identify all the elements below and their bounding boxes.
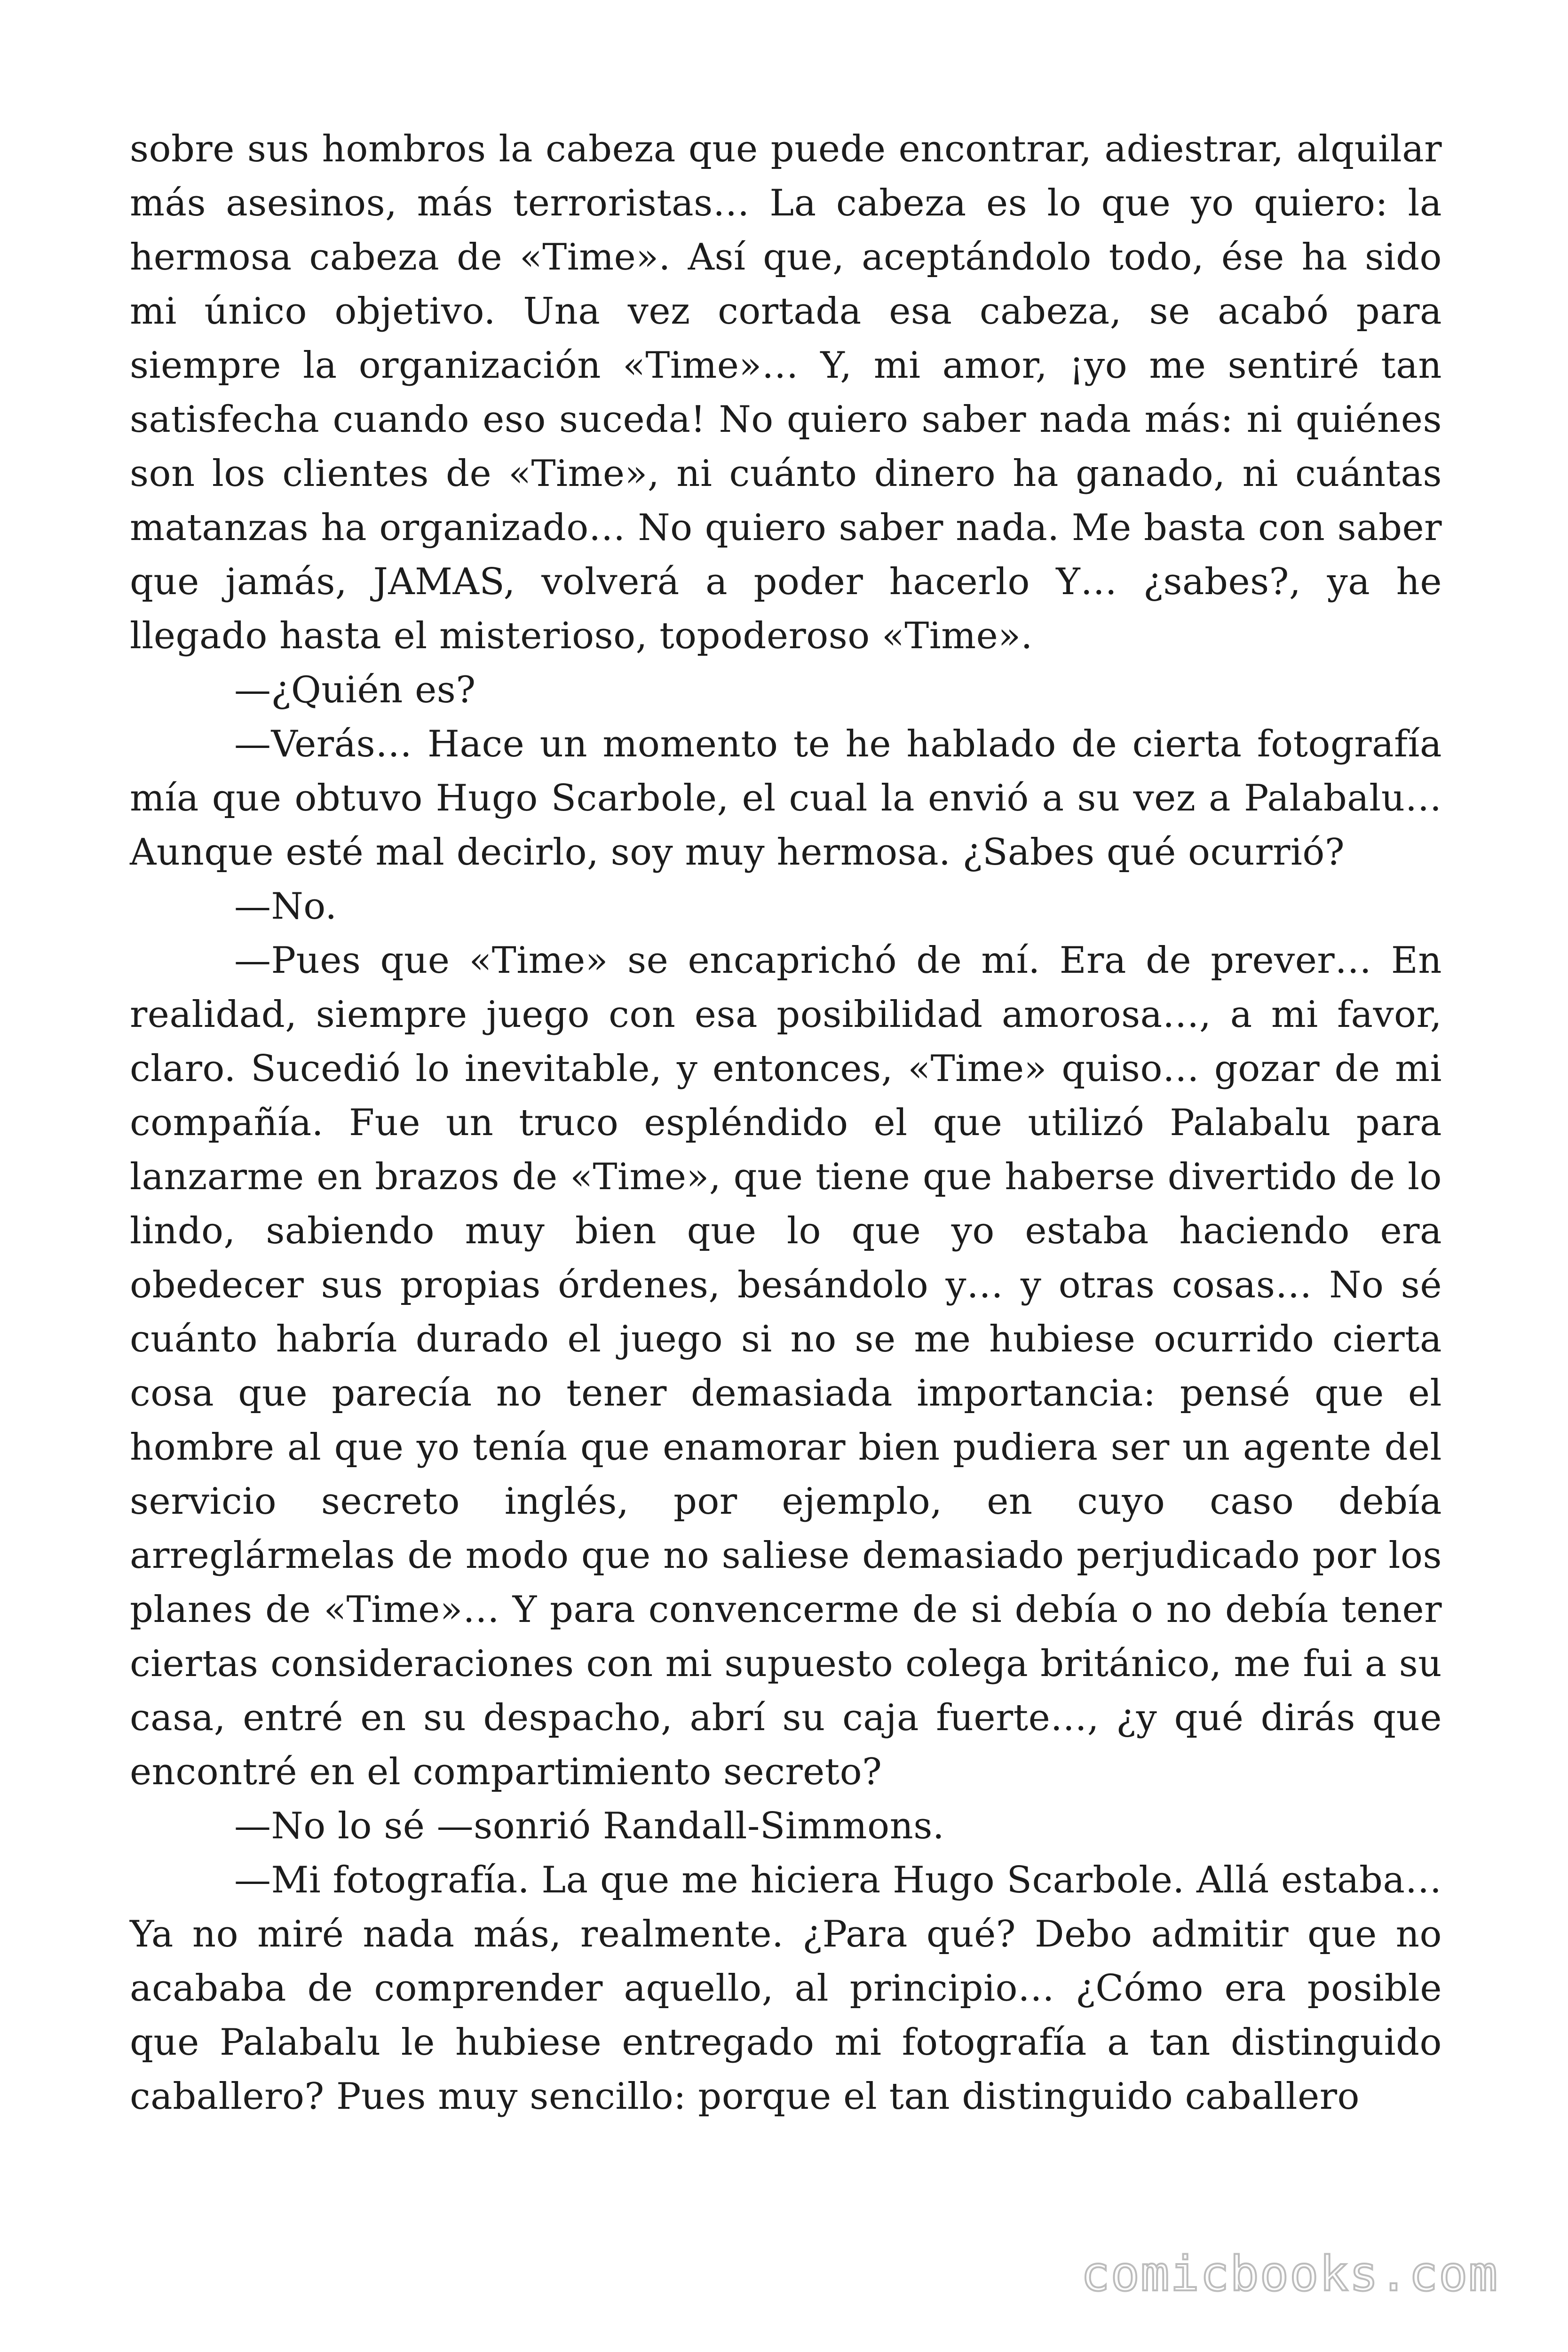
watermark: comicbooks.com: [1081, 2246, 1498, 2302]
paragraph: —No.: [234, 885, 337, 928]
page-body: [130, 122, 1442, 2124]
paragraph: —No lo sé —sonrió Randall-Simmons.: [234, 1805, 945, 1847]
paragraph: —Verás… Hace un momento te he hablado de cierta fotografía mía que obtuvo Hugo Scarbole, el cual la envió a su vez a Palabalu… Aunque esté mal decirlo, soy muy hermosa. ¿Sabes qué ocurrió?: [130, 723, 1442, 874]
paragraph: —Pues que «Time» se encaprichó de mí. Era de prever… En realidad, siempre juego con esa posibilidad amorosa…, a mi favor, claro. Sucedió lo inevitable, y entonces, «Time» quiso… gozar de mi compañía. Fue un truco espléndido el que utilizó Palabalu para lanzarme en brazos de «Time», que tiene que haberse divertido de lo lindo, sabiendo muy bien que lo que yo estaba haciendo era obedecer sus propias órdenes, besándolo y… y otras cosas… No sé cuánto habría durado el juego si no se me hubiese ocurrido cierta cosa que parecía no tener demasiada importancia: pensé que el hombre al que yo tenía que enamorar bien pudiera ser un agente del servicio secreto inglés, por ejemplo, en cuyo caso debía arreglármelas de modo que no saliese demasiado perjudicado por los planes de «Time»… Y para convencerme de si debía o no debía tener ciertas consideraciones con mi supuesto colega británico, me fui a su casa, entré en su despacho, abrí su caja fuerte…, ¿y qué dirás que encontré en el compartimiento secreto?: [130, 939, 1442, 1793]
paragraph: sobre sus hombros la cabeza que puede encontrar, adiestrar, alquilar más asesinos, más terroristas… La cabeza es lo que yo quiero: la hermosa cabeza de «Time». Así que, aceptándolo todo, ése ha sido mi único objetivo. Una vez cortada esa cabeza, se acabó para siempre la organización «Time»… Y, mi amor, ¡yo me sentiré tan satisfecha cuando eso suceda! No quiero saber nada más: ni quiénes son los clientes de «Time», ni cuánto dinero ha ganado, ni cuántas matanzas ha organizado… No quiero saber nada. Me basta con saber que jamás, JAMAS, volverá a poder hacerlo Y… ¿sabes?, ya he llegado hasta el misterioso, topoderoso «Time».: [130, 128, 1442, 657]
paragraph: —Mi fotografía. La que me hiciera Hugo Scarbole. Allá estaba… Ya no miré nada más, realmente. ¿Para qué? Debo admitir que no acababa de comprender aquello, al principio… ¿Cómo era posible que Palabalu le hubiese entregado mi fotografía a tan distinguido caballero? Pues muy sencillo: porque el tan distinguido caballero: [130, 1859, 1442, 2118]
paragraph: —¿Quién es?: [234, 669, 476, 711]
